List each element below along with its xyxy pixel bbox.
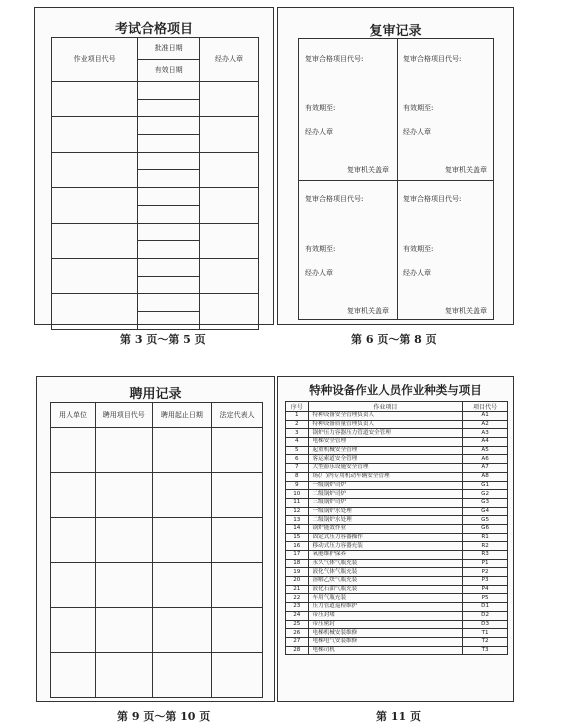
- row-work-item: 一级锅炉水处理: [308, 507, 463, 516]
- table-cell: [95, 608, 152, 653]
- table-cell: [95, 428, 152, 473]
- table-cell: [138, 170, 200, 188]
- row-item-code: R1: [463, 533, 508, 542]
- table-cell: [51, 473, 96, 518]
- table-row: [286, 420, 508, 429]
- page-work-categories: [277, 376, 514, 702]
- table-cell: [138, 134, 200, 152]
- table-row: [286, 559, 508, 568]
- row-work-item: 锅炉压力容器压力管道安全管理: [308, 429, 463, 438]
- table-row: [286, 603, 508, 612]
- table-cell: [200, 223, 259, 258]
- col-approve-date-header: 批准日期: [138, 38, 200, 60]
- table-row: [286, 637, 508, 646]
- review-valid-label: 有效期至:: [305, 245, 336, 253]
- table-cell: [152, 518, 212, 563]
- row-item-code: A2: [463, 420, 508, 429]
- row-seq: 20: [286, 577, 309, 586]
- table-row: [286, 542, 508, 551]
- table-cell: [52, 81, 138, 116]
- row-work-item: 固定式压力容器操作: [308, 533, 463, 542]
- row-work-item: 电梯电气安装维修: [308, 637, 463, 646]
- row-item-code: R3: [463, 551, 508, 560]
- page-caption: 第 3 页～第 5 页: [120, 333, 206, 346]
- col-work-item-header: 作业项目: [308, 402, 463, 412]
- table-cell: [212, 518, 263, 563]
- review-handler-label: 经办人章: [403, 269, 431, 277]
- page-caption: 第 9 页～第 10 页: [117, 710, 211, 723]
- row-item-code: P1: [463, 559, 508, 568]
- row-seq: 6: [286, 455, 309, 464]
- table-row: [286, 498, 508, 507]
- page-exam-qualified: [34, 7, 274, 325]
- row-item-code: P5: [463, 594, 508, 603]
- row-item-code: T1: [463, 629, 508, 638]
- row-seq: 22: [286, 594, 309, 603]
- exam-table: [51, 37, 259, 330]
- row-item-code: A5: [463, 446, 508, 455]
- review-code-label: 复审合格项目代号:: [305, 55, 364, 63]
- table-cell: [52, 223, 138, 258]
- row-seq: 26: [286, 629, 309, 638]
- table-cell: [152, 653, 212, 698]
- row-work-item: 液化石油气瓶充装: [308, 585, 463, 594]
- row-item-code: A1: [463, 412, 508, 421]
- row-work-item: 客运索道安全管理: [308, 455, 463, 464]
- table-cell: [138, 258, 200, 276]
- table-cell: [212, 653, 263, 698]
- page-title: 考试合格项目: [114, 22, 193, 37]
- table-cell: [138, 205, 200, 223]
- row-item-code: P4: [463, 585, 508, 594]
- review-seal-label: 复审机关盖章: [445, 166, 487, 174]
- row-seq: 11: [286, 498, 309, 507]
- review-handler-label: 经办人章: [305, 269, 333, 277]
- table-row: [286, 568, 508, 577]
- row-work-item: 二级锅炉水处理: [308, 516, 463, 525]
- row-item-code: G1: [463, 481, 508, 490]
- row-seq: 19: [286, 568, 309, 577]
- row-seq: 25: [286, 620, 309, 629]
- table-row: [286, 551, 508, 560]
- table-cell: [138, 223, 200, 241]
- row-work-item: 二级锅炉司炉: [308, 490, 463, 499]
- table-row: [286, 446, 508, 455]
- row-seq: 7: [286, 464, 309, 473]
- table-row: [286, 481, 508, 490]
- table-row: [286, 438, 508, 447]
- page-title: 复审记录: [369, 24, 422, 39]
- table-cell: [152, 428, 212, 473]
- table-cell: [200, 258, 259, 293]
- table-row: [286, 455, 508, 464]
- table-cell: [138, 188, 200, 206]
- employment-table: [50, 402, 263, 698]
- table-row: [286, 629, 508, 638]
- table-row: [286, 646, 508, 655]
- table-cell: [95, 473, 152, 518]
- table-cell: [51, 428, 96, 473]
- table-row: [286, 464, 508, 473]
- row-item-code: A3: [463, 429, 508, 438]
- table-row: [286, 490, 508, 499]
- table-cell: [138, 81, 200, 99]
- row-work-item: 带压密封: [308, 620, 463, 629]
- row-seq: 17: [286, 551, 309, 560]
- table-cell: [51, 518, 96, 563]
- row-item-code: D3: [463, 620, 508, 629]
- table-cell: [152, 563, 212, 608]
- table-cell: [138, 241, 200, 259]
- page-employment-record: [36, 376, 275, 702]
- row-item-code: T2: [463, 637, 508, 646]
- row-seq: 21: [286, 585, 309, 594]
- row-item-code: G3: [463, 498, 508, 507]
- row-item-code: D1: [463, 603, 508, 612]
- col-legal-rep-header: 法定代表人: [212, 403, 263, 428]
- row-seq: 16: [286, 542, 309, 551]
- review-cell: [299, 39, 397, 180]
- row-seq: 27: [286, 637, 309, 646]
- row-seq: 2: [286, 420, 309, 429]
- table-cell: [138, 152, 200, 170]
- row-seq: 8: [286, 472, 309, 481]
- row-item-code: A8: [463, 472, 508, 481]
- table-row: [286, 594, 508, 603]
- row-work-item: 溶解乙炔气瓶充装: [308, 577, 463, 586]
- row-seq: 13: [286, 516, 309, 525]
- table-cell: [138, 312, 200, 330]
- col-employer-header: 用人单位: [51, 403, 96, 428]
- row-seq: 4: [286, 438, 309, 447]
- page-caption: 第 6 页～第 8 页: [351, 333, 437, 346]
- table-row: [286, 472, 508, 481]
- row-seq: 18: [286, 559, 309, 568]
- row-work-item: 液化气体气瓶充装: [308, 568, 463, 577]
- row-seq: 15: [286, 533, 309, 542]
- row-item-code: G5: [463, 516, 508, 525]
- table-cell: [95, 653, 152, 698]
- review-grid: [298, 38, 494, 320]
- page-caption: 第 11 页: [376, 710, 421, 723]
- table-cell: [200, 81, 259, 116]
- row-seq: 1: [286, 412, 309, 421]
- table-cell: [51, 563, 96, 608]
- row-work-item: 氧舱维护保养: [308, 551, 463, 560]
- review-seal-label: 复审机关盖章: [347, 307, 389, 315]
- row-item-code: G6: [463, 524, 508, 533]
- table-row: [286, 533, 508, 542]
- row-seq: 12: [286, 507, 309, 516]
- table-row: [286, 585, 508, 594]
- review-cell: [299, 180, 397, 321]
- col-employ-code-header: 聘用项目代号: [95, 403, 152, 428]
- col-employ-period-header: 聘用起止日期: [152, 403, 212, 428]
- table-cell: [138, 276, 200, 294]
- row-seq: 3: [286, 429, 309, 438]
- table-cell: [152, 608, 212, 653]
- review-cell: [397, 39, 495, 180]
- table-row: [286, 412, 508, 421]
- table-cell: [200, 152, 259, 187]
- table-cell: [212, 608, 263, 653]
- row-item-code: R2: [463, 542, 508, 551]
- review-seal-label: 复审机关盖章: [347, 166, 389, 174]
- row-work-item: 压力管道巡检维护: [308, 603, 463, 612]
- work-category-rows: [286, 412, 508, 655]
- review-seal-label: 复审机关盖章: [445, 307, 487, 315]
- work-category-table: [285, 401, 508, 655]
- review-valid-label: 有效期至:: [403, 104, 434, 112]
- row-work-item: 电梯司机: [308, 646, 463, 655]
- table-cell: [51, 608, 96, 653]
- table-cell: [212, 563, 263, 608]
- table-cell: [212, 473, 263, 518]
- row-item-code: P3: [463, 577, 508, 586]
- table-cell: [200, 188, 259, 223]
- review-code-label: 复审合格项目代号:: [305, 195, 364, 203]
- row-seq: 23: [286, 603, 309, 612]
- table-cell: [138, 117, 200, 135]
- row-work-item: 大型游乐设施安全管理: [308, 464, 463, 473]
- row-item-code: A4: [463, 438, 508, 447]
- table-cell: [95, 518, 152, 563]
- row-item-code: P2: [463, 568, 508, 577]
- page-review-record: [277, 7, 514, 325]
- row-item-code: G2: [463, 490, 508, 499]
- row-seq: 28: [286, 646, 309, 655]
- table-cell: [52, 258, 138, 293]
- row-work-item: 移动式压力容器充装: [308, 542, 463, 551]
- table-cell: [52, 117, 138, 152]
- row-work-item: 三级锅炉司炉: [308, 498, 463, 507]
- review-valid-label: 有效期至:: [305, 104, 336, 112]
- col-item-code-header: 项目代号: [463, 402, 508, 412]
- table-cell: [138, 294, 200, 312]
- review-cell: [397, 180, 495, 321]
- col-seq-header: 序号: [286, 402, 309, 412]
- row-work-item: 车用气瓶充装: [308, 594, 463, 603]
- row-work-item: 起重机械安全管理: [308, 446, 463, 455]
- row-work-item: 锅炉能效作业: [308, 524, 463, 533]
- row-seq: 9: [286, 481, 309, 490]
- table-row: [286, 620, 508, 629]
- row-seq: 24: [286, 611, 309, 620]
- table-cell: [200, 294, 259, 330]
- row-seq: 5: [286, 446, 309, 455]
- row-work-item: 电梯安全管理: [308, 438, 463, 447]
- table-cell: [152, 473, 212, 518]
- review-handler-label: 经办人章: [403, 128, 431, 136]
- review-code-label: 复审合格项目代号:: [403, 195, 462, 203]
- table-row: [286, 611, 508, 620]
- row-work-item: 特种设备质量管理负责人: [308, 420, 463, 429]
- table-row: [286, 516, 508, 525]
- col-project-header: 作业项目代号: [52, 38, 138, 82]
- row-seq: 14: [286, 524, 309, 533]
- row-item-code: D2: [463, 611, 508, 620]
- review-handler-label: 经办人章: [305, 128, 333, 136]
- row-work-item: 特种设备安全管理负责人: [308, 412, 463, 421]
- row-item-code: A7: [463, 464, 508, 473]
- col-valid-date-header: 有效日期: [138, 59, 200, 81]
- table-row: [286, 524, 508, 533]
- table-cell: [51, 653, 96, 698]
- review-code-label: 复审合格项目代号:: [403, 55, 462, 63]
- table-cell: [138, 99, 200, 117]
- row-work-item: 一级锅炉司炉: [308, 481, 463, 490]
- row-item-code: A6: [463, 455, 508, 464]
- page-title: 特种设备作业人员作业种类与项目: [309, 383, 482, 397]
- table-row: [286, 507, 508, 516]
- table-cell: [52, 152, 138, 187]
- row-item-code: T3: [463, 646, 508, 655]
- table-cell: [200, 117, 259, 152]
- row-work-item: 永久气体气瓶充装: [308, 559, 463, 568]
- row-work-item: 带压封堵: [308, 611, 463, 620]
- row-work-item: 电梯机械安装维修: [308, 629, 463, 638]
- row-item-code: G4: [463, 507, 508, 516]
- table-row: [286, 577, 508, 586]
- col-handler-header: 经办人章: [200, 38, 259, 82]
- table-cell: [95, 563, 152, 608]
- review-valid-label: 有效期至:: [403, 245, 434, 253]
- table-row: [286, 429, 508, 438]
- row-work-item: 场(厂)内专用机动车辆安全管理: [308, 472, 463, 481]
- row-seq: 10: [286, 490, 309, 499]
- table-cell: [52, 294, 138, 330]
- page-title: 聘用记录: [129, 387, 182, 402]
- table-cell: [52, 188, 138, 223]
- table-cell: [212, 428, 263, 473]
